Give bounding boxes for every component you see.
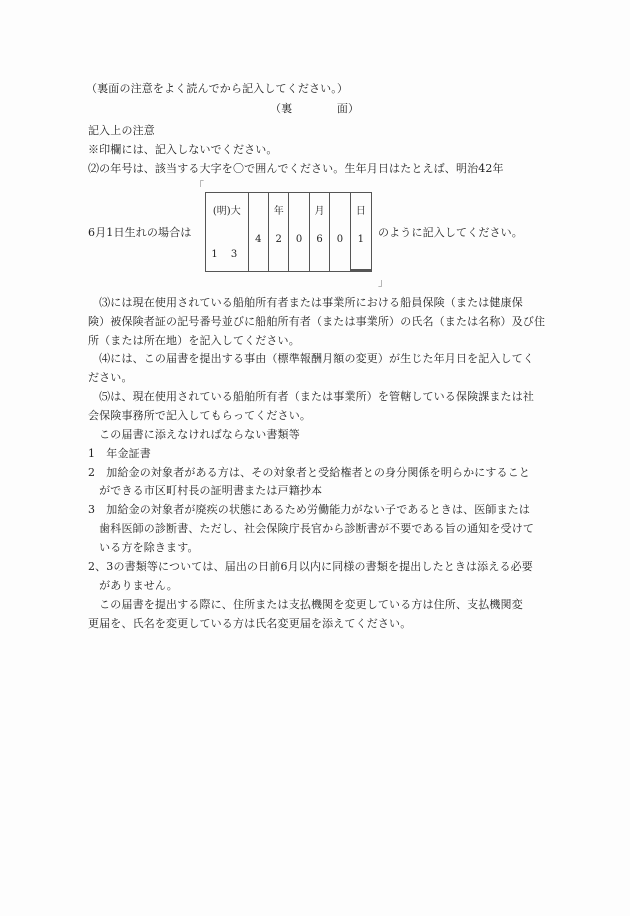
attachment-item1: 1 年金証書 (88, 447, 151, 460)
year-digit-cell-2 (269, 193, 289, 271)
example-date-table (205, 192, 372, 272)
day-digit-cell-1 (330, 193, 350, 271)
digit: 0 (295, 234, 303, 245)
note-item3-line1: ⑶には現在使用されている船舶所有者または事業所における船員保険（または健康保 (88, 296, 523, 309)
note-item2-prefix: 6月1日生れの場合は (88, 226, 192, 239)
attachment-note-line2: がありません。 (88, 579, 178, 592)
year-digit-cell-1 (249, 193, 269, 271)
month-label: 月 (314, 206, 325, 217)
digit: 6 (316, 234, 323, 245)
era-digits: 1 3 (211, 249, 243, 260)
note-item3-line3: 所（または所在地）を記入してください。 (88, 334, 300, 347)
month-digit-cell-1 (289, 193, 309, 271)
attachment-item2-line2: ができる市区町村長の証明書または戸籍抄本 (88, 484, 323, 497)
digit: 1 (357, 234, 364, 245)
attachment-note-line1: 2、3の書類等については、届出の日前6月以内に同様の書類を提出したときは添える必要 (88, 560, 533, 573)
day-label: 日 (355, 206, 366, 217)
close-bracket: 」 (378, 278, 388, 289)
note-item5-line1: ⑸は、現在使用されている船舶所有者（または事業所）を管轄している保険課または社 (88, 390, 534, 403)
year-label: 年 (273, 206, 284, 217)
month-digit-cell-2 (310, 193, 330, 271)
attachment-item2-line1: 2 加給金の対象者がある方は、その対象者と受給権者との身分関係を明らかにすること (88, 466, 530, 479)
note-seal: ※印欄には、記入しないでください。 (88, 143, 278, 156)
note-item4-line2: ださい。 (88, 371, 133, 384)
attachments-title: この届書に添えなければならない書類等 (88, 428, 300, 441)
digit: 0 (336, 234, 344, 245)
attachment-item3-line1: 3 加給金の対象者が廃疾の状態にあるため労働能力がない子であるときは、医師または (88, 503, 530, 516)
final-note-line2: 更届を、氏名を変更している方は氏名変更届を添えてください。 (88, 617, 412, 630)
note-item3-line2: 険）被保険者証の記号番号並びに船舶所有者（または事業所）の氏名（または名称）及び住 (88, 315, 546, 328)
open-bracket: 「 (194, 181, 204, 192)
notes-title: 記入上の注意 (88, 124, 155, 137)
final-note-line1: この届書を提出する際に、住所または支払機関を変更している方は住所、支払機関変 (88, 598, 523, 611)
era-label: (明)大 (212, 206, 241, 217)
digit: 4 (255, 234, 262, 245)
era-cell (206, 193, 249, 271)
note-item2-suffix: のように記入してください。 (378, 226, 523, 239)
digit: 2 (275, 234, 282, 245)
attachment-item3-line2: 歯科医師の診断書、ただし、社会保険庁長官から診断書が不要である旨の通知を受けて (88, 522, 534, 535)
note-item5-line2: 会保険事務所で記入してもらってください。 (88, 409, 311, 422)
side-label: （裏 面） (270, 102, 360, 115)
attachment-item3-line3: いる方を除きます。 (88, 541, 199, 554)
note-item2-line1: ⑵の年号は、該当する大字を〇で囲んでください。生年月日はたとえば、明治42年 (88, 162, 504, 175)
note-item4-line1: ⑷には、この届書を提出する事由（標準報酬月額の変更）が生じた年月日を記入してく (88, 352, 534, 365)
header-instruction: （裏面の注意をよく読んでから記入してください。） (86, 82, 349, 95)
day-digit-cell-2 (351, 193, 371, 271)
